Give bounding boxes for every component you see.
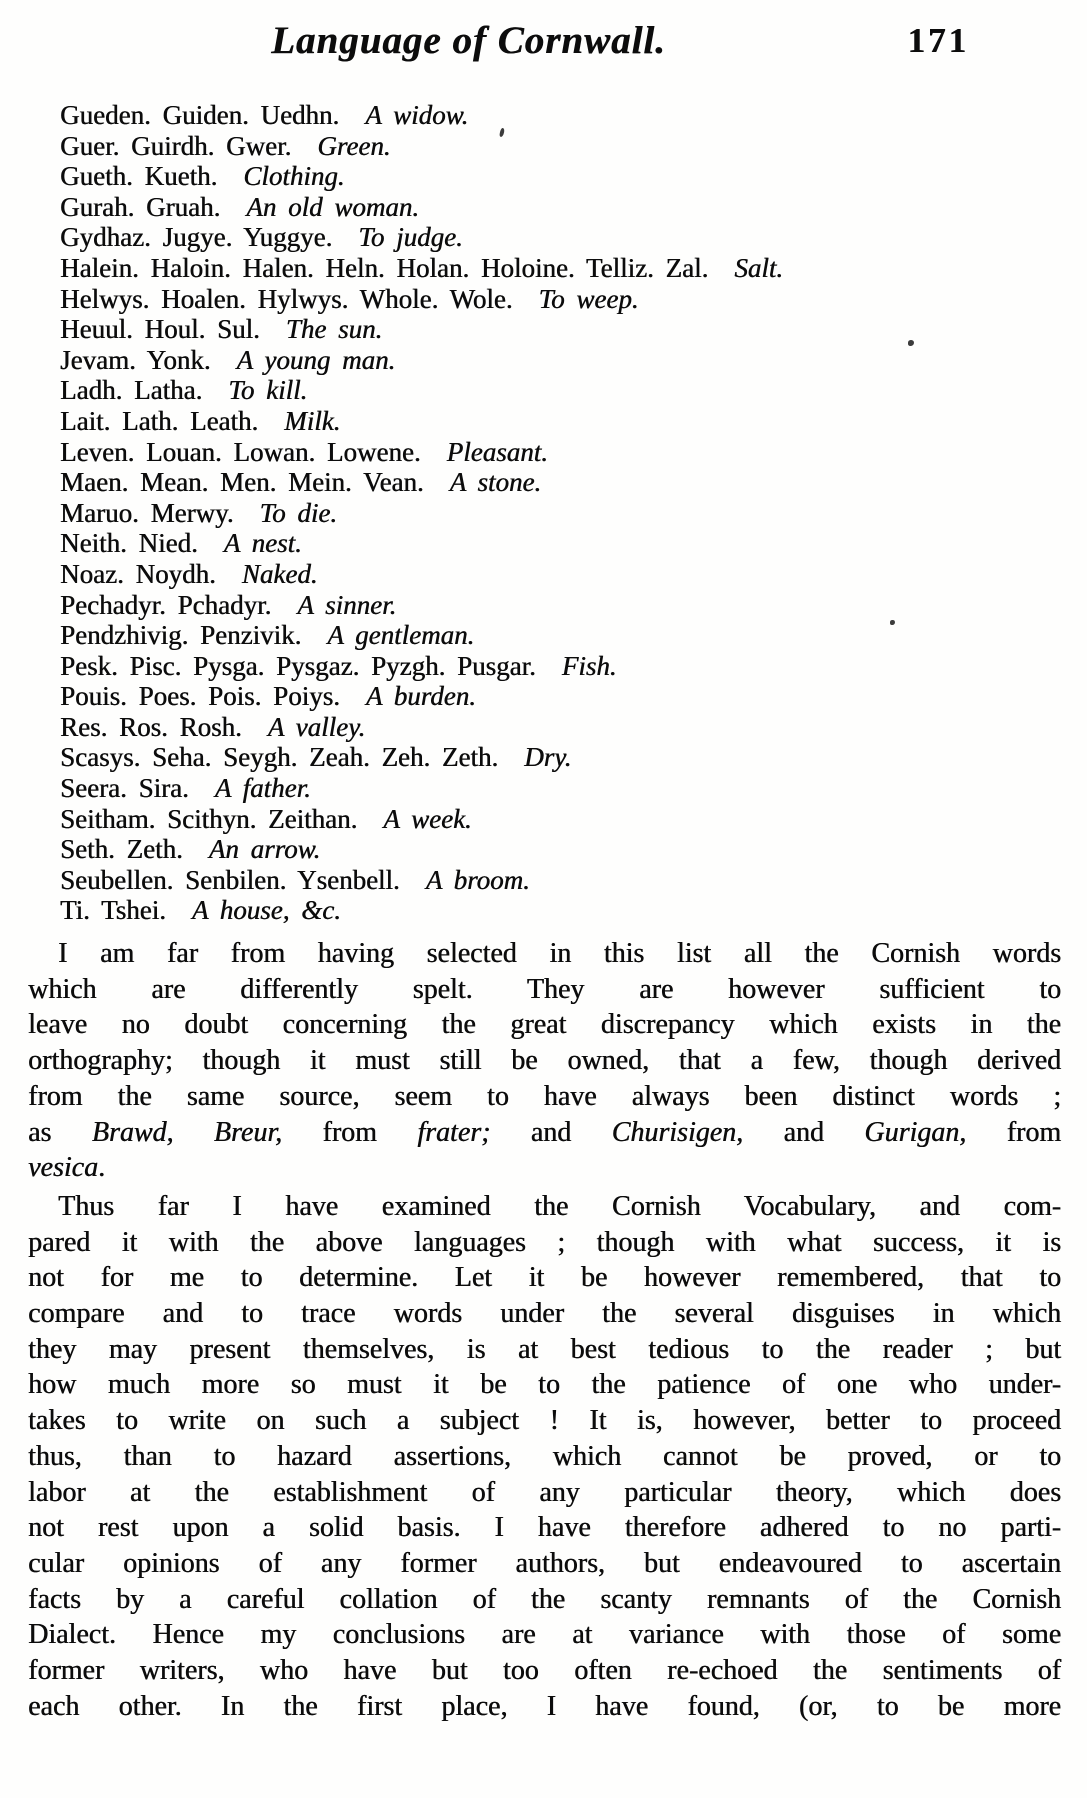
vocab-entry (60, 192, 1061, 223)
text-line: each other. In the first place, I have found, (or, to be more (28, 1690, 1061, 1722)
text-line: cular opinions of any former authors, but endeavoured to ascertain (28, 1547, 1061, 1579)
vocab-words: Seitham. Scithyn. Zeithan. (60, 803, 358, 834)
vocab-entry (60, 345, 1061, 376)
vocab-words: Ti. Tshei. (60, 895, 166, 926)
vocab-words: Gurah. Gruah. (60, 191, 221, 222)
vocab-entry (60, 528, 1061, 559)
vocab-meaning: A house, &c. (191, 895, 341, 926)
text-line: facts by a careful collation of the scanty remnants of the Cornish (28, 1583, 1061, 1615)
vocab-entry (60, 895, 1061, 926)
vocab-meaning: Dry. (524, 742, 572, 773)
vocab-meaning: A widow. (365, 100, 469, 130)
text-line: leave no doubt concerning the great discrepancy which exists in the (28, 1009, 1061, 1041)
vocab-words: Maruo. Merwy. (60, 497, 234, 528)
vocab-meaning: Milk. (284, 405, 341, 436)
vocab-words: Noaz. Noydh. (60, 558, 216, 589)
page-header (0, 18, 1087, 82)
vocab-entry (60, 253, 1061, 284)
text-line: how much more so must it be to the patience of one who under- (28, 1369, 1061, 1401)
vocab-entry (60, 375, 1061, 406)
text-line: as Brawd, Breur, from frater; and Churisigen, and Gurigan, from (28, 1116, 1062, 1148)
vocab-meaning: Green. (317, 130, 391, 161)
text-line: thus, than to hazard assertions, which cannot be proved, or to (28, 1440, 1061, 1472)
vocab-entry (60, 222, 1061, 253)
text-line: not for me to determine. Let it be however remembered, that to (28, 1262, 1061, 1294)
vocab-words: Seera. Sira. (60, 773, 189, 804)
vocab-words: Pesk. Pisc. Pysga. Pysgaz. Pyzgh. Pusgar. (60, 650, 536, 681)
vocab-meaning: A stone. (449, 467, 542, 498)
vocab-entry (60, 681, 1061, 712)
vocab-meaning: A burden. (365, 681, 476, 712)
paragraph (28, 1189, 1061, 1725)
text-line: pared it with the above languages ; though with what success, it is (28, 1226, 1061, 1258)
vocab-words: Heuul. Houl. Sul. (60, 314, 260, 345)
text-line: compare and to trace words under the several disguises in which (28, 1298, 1061, 1330)
vocab-meaning: To die. (259, 497, 337, 528)
vocab-meaning: A valley. (267, 711, 366, 742)
vocabulary-list (60, 100, 1061, 926)
vocab-entry (60, 284, 1061, 315)
vocab-words: Pechadyr. Pchadyr. (60, 589, 272, 620)
vocab-entry (60, 498, 1061, 529)
text-line: which are differently spelt. They are however sufficient to (28, 973, 1061, 1005)
vocab-entry (60, 773, 1061, 804)
vocab-entry (60, 865, 1061, 896)
vocab-entry (60, 620, 1061, 651)
vocab-words: Ladh. Latha. (60, 375, 203, 406)
vocab-meaning: A nest. (223, 528, 302, 559)
body-paragraphs (28, 936, 1061, 1724)
vocab-meaning: The sun. (285, 314, 383, 345)
vocab-words: Gydhaz. Jugye. Yuggye. (60, 222, 333, 253)
vocab-words: Neith. Nied. (60, 528, 198, 559)
vocab-entry (60, 406, 1061, 437)
vocab-entry (60, 467, 1061, 498)
vocab-meaning: A sinner. (297, 589, 397, 620)
vocab-words: Maen. Mean. Men. Mein. Vean. (60, 467, 424, 498)
paragraph (28, 936, 1061, 1186)
vocab-meaning: A week. (383, 803, 472, 834)
text-line: from the same source, seem to have always been distinct words ; (28, 1080, 1061, 1112)
vocab-meaning: To judge. (358, 222, 463, 253)
vocab-meaning: To kill. (228, 375, 308, 406)
text-line: not rest upon a solid basis. I have therefore adhered to no parti- (28, 1512, 1061, 1544)
vocab-entry (60, 804, 1061, 835)
vocab-entry (60, 559, 1061, 590)
vocab-words: Jevam. Yonk. (60, 344, 211, 375)
text-line: vesica. (28, 1152, 105, 1184)
vocab-meaning: Pleasant. (446, 436, 548, 467)
vocab-words: Lait. Lath. Leath. (60, 405, 259, 436)
text-line: takes to write on such a subject ! It is, however, better to proceed (28, 1405, 1061, 1437)
vocab-words: Leven. Louan. Lowan. Lowene. (60, 436, 421, 467)
vocab-meaning: Clothing. (243, 161, 345, 192)
vocab-meaning: A father. (214, 773, 311, 804)
vocab-entry (60, 742, 1061, 773)
vocab-words: Guer. Guirdh. Gwer. (60, 130, 292, 161)
vocab-words: Res. Ros. Rosh. (60, 711, 242, 742)
page-number: 171 (907, 21, 969, 60)
vocab-words: Gueden. Guiden. Uedhn. (60, 100, 340, 130)
vocab-meaning: Fish. (561, 650, 617, 681)
vocab-entry (60, 834, 1061, 865)
vocab-words: Scasys. Seha. Seygh. Zeah. Zeh. Zeth. (60, 742, 499, 773)
text-line: Thus far I have examined the Cornish Vocabulary, and com- (58, 1190, 1061, 1222)
vocab-words: Seubellen. Senbilen. Ysenbell. (60, 864, 400, 895)
vocab-meaning: A young man. (236, 344, 396, 375)
vocab-entry (60, 590, 1061, 621)
vocab-words: Gueth. Kueth. (60, 161, 218, 192)
vocab-entry (60, 161, 1061, 192)
vocab-entry (60, 131, 1061, 162)
vocab-entry (60, 712, 1061, 743)
vocab-meaning: A gentleman. (327, 620, 475, 651)
text-line: labor at the establishment of any particular theory, which does (28, 1476, 1061, 1508)
text-line: former writers, who have but too often re-echoed the sentiments of (28, 1655, 1061, 1687)
vocab-meaning: An arrow. (208, 834, 321, 865)
vocab-meaning: A broom. (425, 864, 530, 895)
page-title: Language of Cornwall. (271, 19, 666, 62)
vocab-words: Pouis. Poes. Pois. Poiys. (60, 681, 340, 712)
vocab-words: Halein. Haloin. Halen. Heln. Holan. Holoine. Telliz. Zal. (60, 252, 709, 283)
text-line: I am far from having selected in this list all the Cornish words (58, 938, 1061, 969)
vocab-meaning: To weep. (538, 283, 639, 314)
vocab-entry (60, 437, 1061, 468)
text-line: Dialect. Hence my conclusions are at variance with those of some (28, 1619, 1061, 1651)
vocab-words: Helwys. Hoalen. Hylwys. Whole. Wole. (60, 283, 513, 314)
text-line: they may present themselves, is at best tedious to the reader ; but (28, 1333, 1061, 1365)
text-line: orthography; though it must still be owned, that a few, though derived (28, 1045, 1061, 1077)
vocab-meaning: An old woman. (246, 191, 419, 222)
vocab-entry (60, 651, 1061, 682)
vocab-words: Seth. Zeth. (60, 834, 183, 865)
vocab-meaning: Salt. (734, 252, 783, 283)
vocab-words: Pendzhivig. Penzivik. (60, 620, 302, 651)
vocab-entry (60, 100, 1061, 131)
vocab-meaning: Naked. (241, 558, 318, 589)
